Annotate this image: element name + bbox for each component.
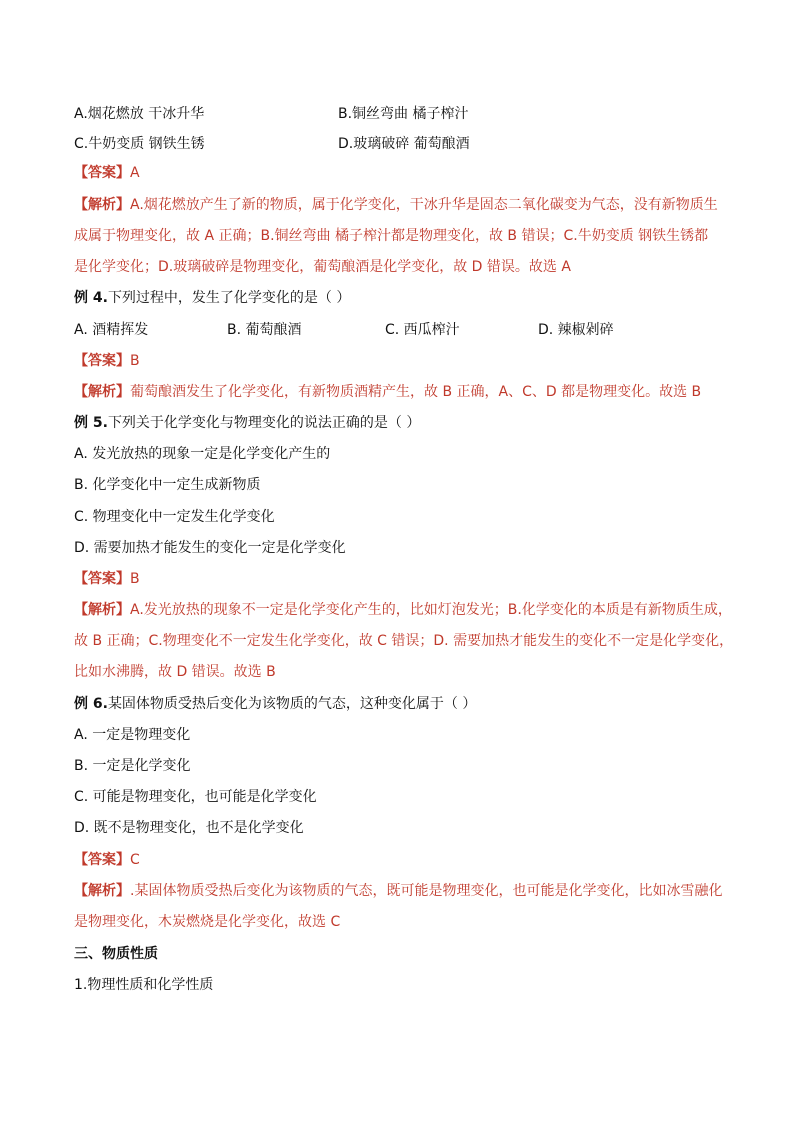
q3-analysis-line-3 bbox=[74, 257, 571, 277]
q3-analysis-line-2 bbox=[74, 226, 708, 246]
question-label: 例 4. bbox=[74, 290, 108, 306]
analysis-text: 葡萄酿酒发生了化学变化，有新物质酒精产生，故 B 正确，A、C、D 都是物理变化。故选 B bbox=[130, 384, 702, 400]
analysis-text: 是物理变化，木炭燃烧是化学变化，故选 C bbox=[74, 914, 341, 930]
answer-value: B bbox=[130, 353, 140, 369]
analysis-label: 【解析】 bbox=[74, 883, 130, 899]
q6-option-a: A. 一定是物理变化 bbox=[74, 727, 191, 743]
answer-value: C bbox=[130, 852, 140, 868]
q6-stem bbox=[74, 694, 476, 714]
q5-option-c: C. 物理变化中一定发生化学变化 bbox=[74, 509, 275, 525]
q6-analysis-line-2 bbox=[74, 912, 340, 932]
analysis-text: A.发光放热的现象不一定是化学变化产生的，比如灯泡发光；B.化学变化的本质是有新物质生成， bbox=[130, 602, 732, 618]
q4-analysis bbox=[74, 382, 701, 402]
q5-analysis-line-3 bbox=[74, 662, 276, 682]
q4-option-a: A. 酒精挥发 bbox=[74, 322, 149, 338]
analysis-label: 【解析】 bbox=[74, 197, 130, 213]
analysis-text: 比如水沸腾，故 D 错误。故选 B bbox=[74, 664, 276, 680]
analysis-text: 成属于物理变化，故 A 正确；B.铜丝弯曲 橘子榨汁都是物理变化，故 B 错误；C.牛奶变质 钢铁生锈都 bbox=[74, 228, 709, 244]
q5-stem bbox=[74, 413, 420, 433]
q4-answer bbox=[74, 351, 140, 371]
q6-answer bbox=[74, 850, 140, 870]
q6-option-d: D. 既不是物理变化，也不是化学变化 bbox=[74, 820, 304, 836]
answer-label: 【答案】 bbox=[74, 165, 130, 181]
analysis-label: 【解析】 bbox=[74, 384, 130, 400]
question-text: 下列过程中，发生了化学变化的是（ ） bbox=[107, 290, 351, 306]
q5-analysis-line-2 bbox=[74, 631, 733, 651]
q5-option-a: A. 发光放热的现象一定是化学变化产生的 bbox=[74, 446, 331, 462]
q4-option-d: D. 辣椒剁碎 bbox=[538, 322, 614, 338]
answer-value: A bbox=[130, 165, 140, 181]
q3-option-a: A.烟花燃放 干冰升华 bbox=[74, 106, 205, 122]
q5-option-d: D. 需要加热才能发生的变化一定是化学变化 bbox=[74, 540, 346, 556]
q4-stem bbox=[74, 288, 350, 308]
q3-option-d: D.玻璃破碎 葡萄酿酒 bbox=[338, 136, 470, 152]
analysis-label: 【解析】 bbox=[74, 602, 130, 618]
question-text: 下列关于化学变化与物理变化的说法正确的是（ ） bbox=[107, 415, 421, 431]
q6-option-c: C. 可能是物理变化，也可能是化学变化 bbox=[74, 789, 317, 805]
analysis-text: 故 B 正确；C.物理变化不一定发生化学变化，故 C 错误；D. 需要加热才能发生的变化不一定是化学变化， bbox=[74, 633, 734, 649]
analysis-text: .某固体物质受热后变化为该物质的气态，既可能是物理变化，也可能是化学变化，比如冰雪融化 bbox=[130, 883, 723, 899]
section-heading: 三、物质性质 bbox=[74, 946, 158, 962]
q6-analysis-line-1 bbox=[74, 881, 722, 901]
q6-option-b: B. 一定是化学变化 bbox=[74, 758, 191, 774]
q3-option-row-2 bbox=[74, 134, 470, 154]
question-label: 例 5. bbox=[74, 415, 108, 431]
question-label: 例 6. bbox=[74, 696, 108, 712]
q4-option-c: C. 西瓜榨汁 bbox=[385, 322, 460, 338]
q5-answer bbox=[74, 569, 140, 589]
q3-option-c: C.牛奶变质 钢铁生锈 bbox=[74, 136, 205, 152]
answer-label: 【答案】 bbox=[74, 353, 130, 369]
q5-option-b: B. 化学变化中一定生成新物质 bbox=[74, 477, 261, 493]
question-text: 某固体物质受热后变化为该物质的气态，这种变化属于（ ） bbox=[107, 696, 477, 712]
q5-analysis-line-1 bbox=[74, 600, 732, 620]
q3-answer bbox=[74, 163, 140, 183]
answer-label: 【答案】 bbox=[74, 852, 130, 868]
q3-option-b: B.铜丝弯曲 橘子榨汁 bbox=[338, 106, 469, 122]
answer-value: B bbox=[130, 571, 140, 587]
q3-analysis-line-1 bbox=[74, 195, 718, 215]
analysis-text: 是化学变化；D.玻璃破碎是物理变化，葡萄酿酒是化学变化，故 D 错误。故选 A bbox=[74, 259, 571, 275]
q4-options bbox=[74, 320, 734, 340]
q4-option-b: B. 葡萄酿酒 bbox=[227, 322, 302, 338]
section-subheading: 1.物理性质和化学性质 bbox=[74, 977, 214, 993]
analysis-text: A.烟花燃放产生了新的物质，属于化学变化，干冰升华是固态二氧化碳变为气态，没有新物质生 bbox=[130, 197, 718, 213]
answer-label: 【答案】 bbox=[74, 571, 130, 587]
q3-option-row-1 bbox=[74, 104, 469, 124]
